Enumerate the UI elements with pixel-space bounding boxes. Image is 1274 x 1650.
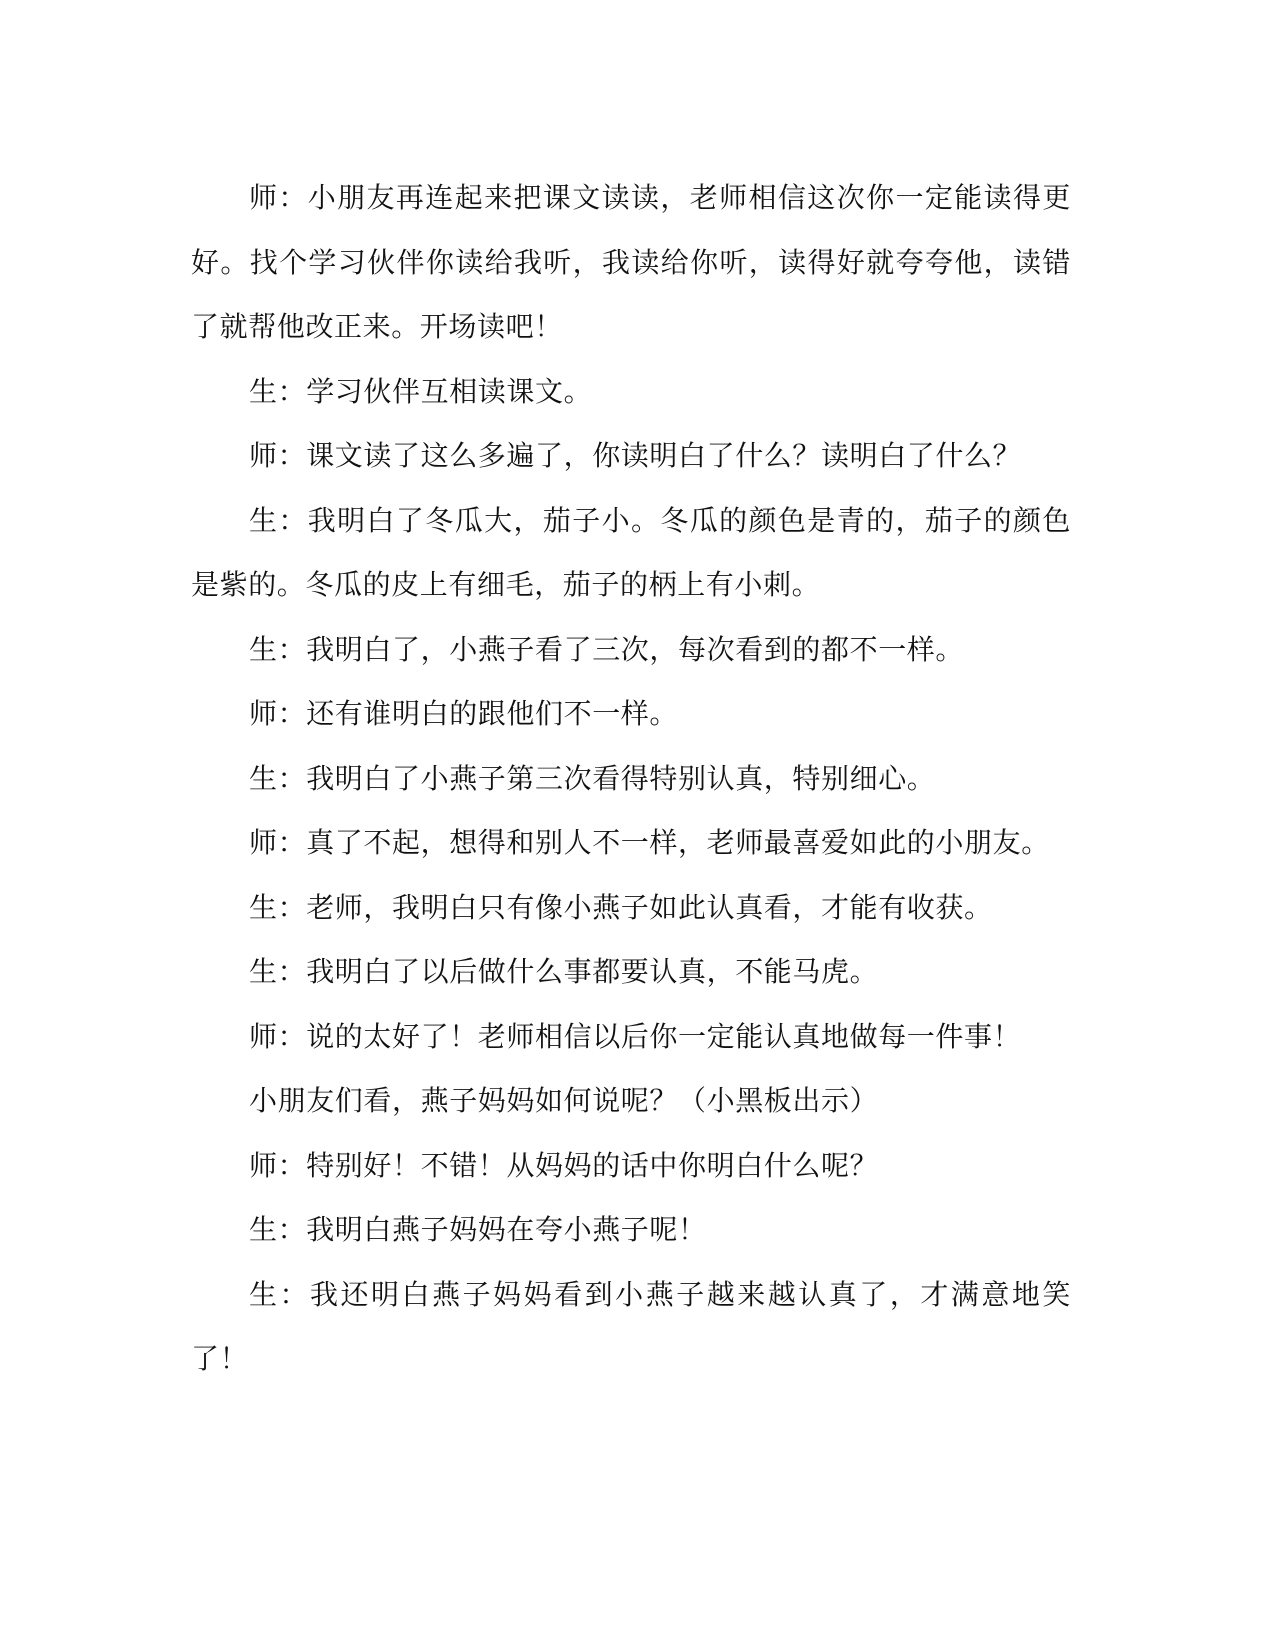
- paragraph: 师：小朋友再连起来把课文读读，老师相信这次你一定能读得更好。找个学习伙伴你读给我听，我读给你听，读得好就夸夸他，读错了就帮他改正来。开场读吧！: [191, 181, 1071, 343]
- paragraph: 小朋友们看，燕子妈妈如何说呢？（小黑板出示）: [249, 1084, 879, 1117]
- paragraph: 师：还有谁明白的跟他们不一样。: [249, 697, 679, 730]
- paragraph: 生：学习伙伴互相读课文。: [249, 374, 593, 408]
- paragraph: 生：我明白了小燕子第三次看得特别认真，特别细心。: [249, 761, 936, 795]
- paragraph: 生：老师，我明白只有像小燕子如此认真看，才能有收获。: [249, 890, 993, 924]
- paragraph: 师：特别好！不错！从妈妈的话中你明白什么呢？: [249, 1148, 879, 1182]
- paragraph: 师：说的太好了！老师相信以后你一定能认真地做每一件事！: [249, 1019, 1022, 1053]
- paragraph: 生：我明白了冬瓜大，茄子小。冬瓜的颜色是青的，茄子的颜色是紫的。冬瓜的皮上有细毛，茄子的柄上有小刺。: [191, 503, 1071, 601]
- paragraph: 生：我明白燕子妈妈在夸小燕子呢！: [249, 1213, 707, 1246]
- paragraph: 师：真了不起，想得和别人不一样，老师最喜爱如此的小朋友。: [249, 826, 1050, 859]
- paragraph: 生：我明白了，小燕子看了三次，每次看到的都不一样。: [249, 632, 965, 666]
- dialogue-text: [191, 166, 1071, 1392]
- paragraph: 生：我还明白燕子妈妈看到小燕子越来越认真了，才满意地笑了！: [191, 1277, 1071, 1375]
- paragraph: 师：课文读了这么多遍了，你读明白了什么？读明白了什么？: [249, 439, 1022, 472]
- paragraph: 生：我明白了以后做什么事都要认真，不能马虎。: [249, 955, 879, 988]
